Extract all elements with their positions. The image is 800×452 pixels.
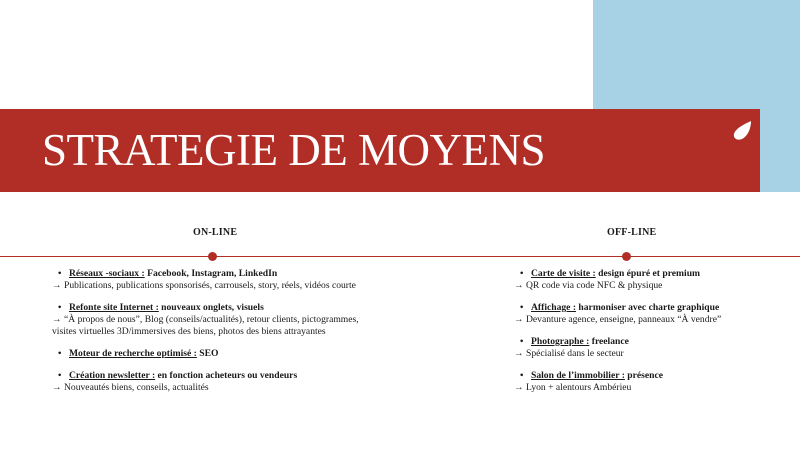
item-value: Facebook, Instagram, LinkedIn (144, 268, 278, 279)
item-heading (52, 268, 382, 280)
slide-title: STRATEGIE DE MOYENS (42, 125, 545, 175)
item-detail: → Nouveautés biens, conseils, actualités (52, 382, 209, 393)
item-heading (514, 370, 784, 382)
item-value: design épuré et premium (595, 268, 701, 279)
item-label: Création newsletter : (69, 370, 156, 381)
item-label: Photographe : (531, 336, 590, 347)
item-detail: → Devanture agence, enseigne, panneaux “À vendre” (514, 314, 722, 325)
item-value: SEO (196, 348, 219, 359)
item-label: Réseaux -sociaux : (69, 268, 145, 279)
item-heading (514, 302, 784, 314)
timeline-dot-offline (622, 252, 631, 261)
online-item (52, 370, 382, 394)
online-item (52, 268, 382, 292)
item-label: Moteur de recherche optimisé : (69, 348, 197, 359)
bullet-icon: • (58, 348, 62, 359)
item-heading (52, 370, 382, 382)
bullet-icon: • (520, 370, 524, 381)
item-detail: → Lyon + alentours Ambérieu (514, 382, 632, 393)
item-detail: visites virtuelles 3D/immersives des biens, photos des biens attrayantes (52, 326, 326, 337)
item-label: Carte de visite : (531, 268, 596, 279)
item-value: présence (624, 370, 664, 381)
item-heading (514, 336, 784, 348)
item-label: Refonte site Internet : (69, 302, 159, 313)
offline-item (514, 336, 784, 360)
item-value: en fonction acheteurs ou vendeurs (155, 370, 298, 381)
item-detail: → QR code via code NFC & physique (514, 280, 663, 291)
online-heading: ON-LINE (193, 227, 238, 238)
item-value: harmoniser avec charte graphique (576, 302, 720, 313)
item-detail: → Publications, publications sponsorisés, carrousels, story, réels, vidéos courte (52, 280, 356, 291)
item-value: nouveaux onglets, visuels (158, 302, 264, 313)
item-label: Affichage : (531, 302, 577, 313)
bullet-icon: • (58, 370, 62, 381)
bullet-icon: • (58, 268, 62, 279)
bullet-icon: • (520, 268, 524, 279)
offline-column (514, 268, 784, 404)
offline-item (514, 370, 784, 394)
online-item (52, 302, 382, 338)
item-heading (52, 302, 382, 314)
offline-item (514, 268, 784, 292)
bullet-icon: • (520, 336, 524, 347)
item-value: freelance (589, 336, 629, 347)
item-detail: → “À propos de nous”, Blog (conseils/actualités), retour clients, pictogrammes, (52, 314, 359, 325)
item-label: Salon de l’immobilier : (531, 370, 625, 381)
online-item (52, 348, 382, 360)
timeline (0, 256, 800, 257)
item-heading (52, 348, 382, 360)
timeline-dot-online (208, 252, 217, 261)
item-heading (514, 268, 784, 280)
online-column (52, 268, 382, 404)
offline-item (514, 302, 784, 326)
item-detail: → Spécialisé dans le secteur (514, 348, 624, 359)
bullet-icon: • (58, 302, 62, 313)
droplet-icon (731, 120, 753, 142)
bullet-icon: • (520, 302, 524, 313)
offline-heading: OFF-LINE (607, 227, 657, 238)
